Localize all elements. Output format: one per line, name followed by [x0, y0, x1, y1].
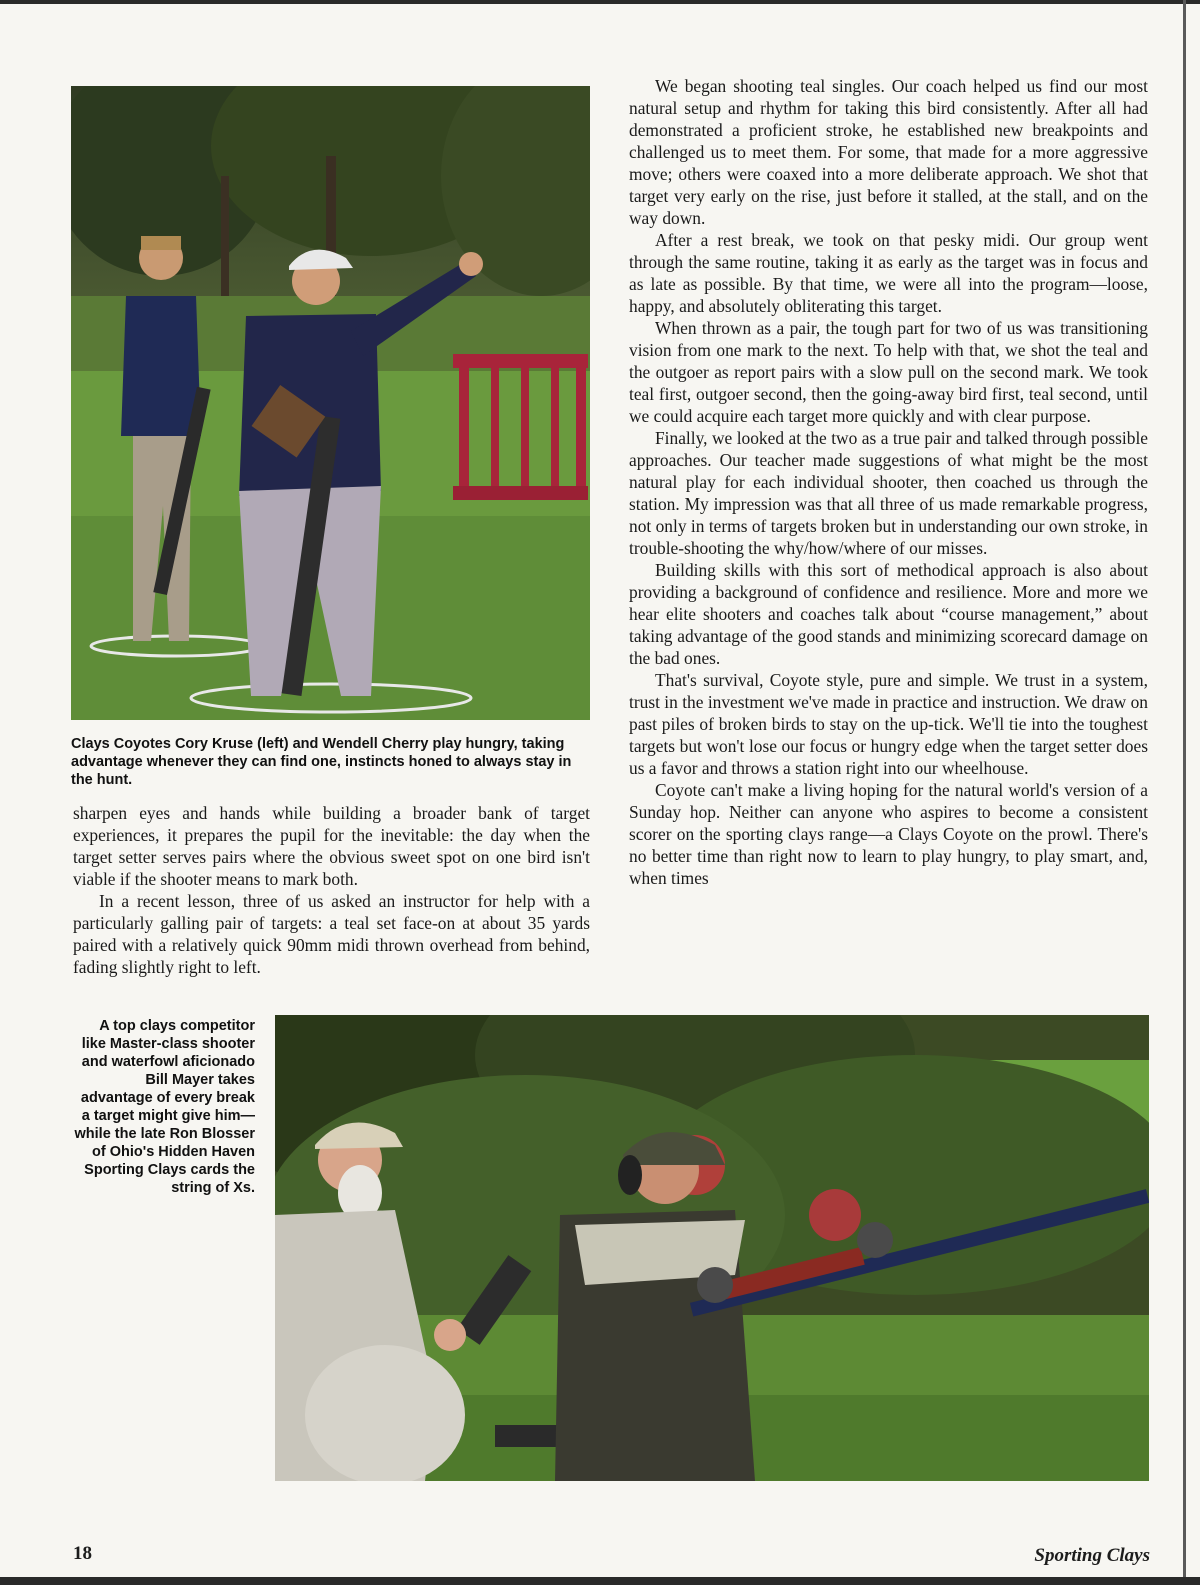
paragraph: sharpen eyes and hands while building a broader bank of target experiences, it prepares the pupil for the inevitable: the day when the target setter serves pairs where the obvious sweet spot on one bird isn't viable if the shooter means to mark both. [73, 803, 590, 889]
page-number: 18 [73, 1543, 92, 1564]
paragraph: When thrown as a pair, the tough part for two of us was transitioning vision from one mark to the next. To help with that, we shot the teal and the outgoer as report pairs with a slow pull on the second mark. We took teal first, outgoer second, then the going-away bird first, teal second, until we could acquire each target more quickly and with clear purpose. [629, 318, 1148, 426]
paragraph: Coyote can't make a living hoping for the natural world's version of a Sunday hop. Neither can anyone who aspires to become a consistent scorer on the sporting clays range—a Clays Coyote on the prowl. There's no better time than right now to learn to play hungry, to play smart, and, when times [629, 780, 1148, 888]
magazine-name: Sporting Clays [1034, 1545, 1150, 1566]
photo-caption-top: Clays Coyotes Cory Kruse (left) and Wendell Cherry play hungry, taking advantage whenever they can find one, instincts honed to always stay in the hunt. [71, 736, 572, 788]
article-column-right [629, 75, 1148, 889]
paragraph: We began shooting teal singles. Our coach helped us find our most natural setup and rhythm for taking this bird consistently. After all had demonstrated a proficient stroke, he established new breakpoints and challenged us to meet them. For some, that made for a more aggressive move; others were coaxed into a more deliberate approach. We shot that target very early on the rise, just before it stalled, at the stall, and on the way down. [629, 76, 1148, 228]
top-border [0, 0, 1200, 4]
paragraph: Building skills with this sort of methodical approach is also about providing a background of confidence and resilience. More and more we hear elite shooters and coaches talk about “course management,” about taking advantage of the good stands and minimizing scorecard damage on the bad ones. [629, 560, 1148, 668]
photo-shooters-on-range [71, 86, 590, 720]
photo-caption-bottom: A top clays competitor like Master-class shooter and waterfowl aficionado Bill Mayer takes advantage of every break a target might give him—while the late Ron Blosser of Ohio's Hidden Haven Sporting Clays cards the string of Xs. [74, 1018, 255, 1196]
photo-shooter-and-scorekeeper [275, 1015, 1149, 1481]
page-edge [1183, 0, 1186, 1585]
article-column-left [73, 802, 590, 978]
bottom-border [0, 1577, 1200, 1585]
paragraph: That's survival, Coyote style, pure and simple. We trust in a system, trust in the investment we've made in practice and instruction. We draw on past piles of broken birds to stay on the up-tick. We'll tie into the toughest targets but won't lose our focus or hungry edge when the target setter does us a favor and throws a station right into our wheelhouse. [629, 670, 1148, 778]
paragraph: After a rest break, we took on that pesky midi. Our group went through the same routine, taking it as early as the target was in focus and as late as possible. By that time, we were all into the program—loose, happy, and absolutely obliterating this target. [629, 230, 1148, 316]
paragraph: In a recent lesson, three of us asked an instructor for help with a particularly galling pair of targets: a teal set face-on at about 35 yards paired with a relatively quick 90mm midi thrown overhead from behind, fading slightly right to left. [73, 891, 590, 977]
paragraph: Finally, we looked at the two as a true pair and talked through possible approaches. Our teacher made suggestions of what might be the most natural play for each individual shooter, then coached us through the station. My impression was that all three of us made remarkable progress, not only in terms of targets broken but in understanding our own stroke, in trouble-shooting the why/how/where of our misses. [629, 428, 1148, 558]
